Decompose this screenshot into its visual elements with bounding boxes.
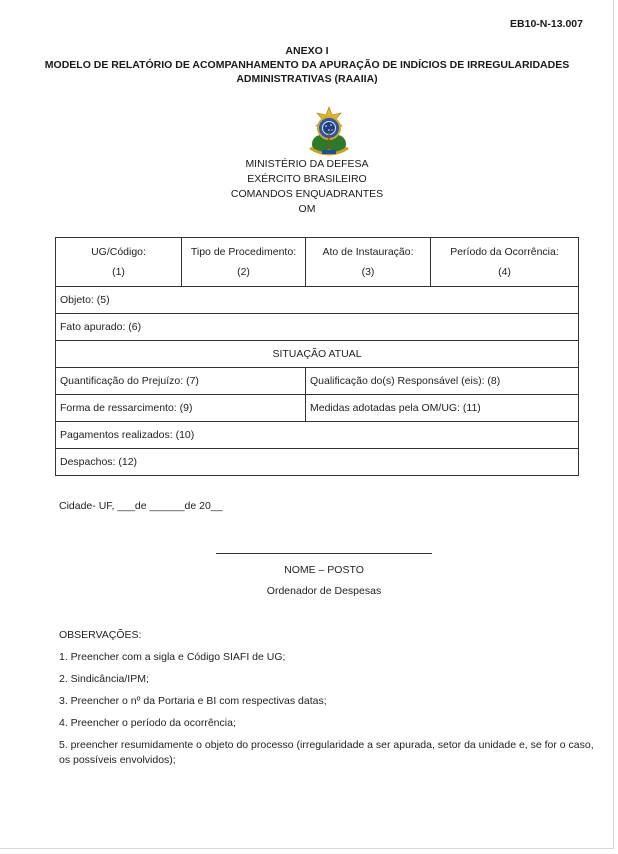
document-heading [0,44,614,86]
org-om: OM [298,203,316,215]
coat-of-arms-emblem [304,104,354,156]
table-row-fato [56,314,579,341]
observation-item: 5. preencher resumidamente o objeto do processo (irregularidade a ser apurada, setor da unidade e, se for o caso, os possíveis envolvidos); [59,739,594,766]
table-header-row [56,238,579,287]
header-cell-procedure: Tipo de Procedimento: (2) [182,238,306,287]
objeto-cell: Objeto: (5) [56,287,579,314]
organization-block [0,157,614,217]
city-date-line: Cidade- UF, ___de ______de 20__ [59,500,223,512]
despachos-cell: Despachos: (12) [56,449,579,476]
document-code: EB10-N-13.007 [510,18,583,30]
pagamentos-cell: Pagamentos realizados: (10) [56,422,579,449]
qualificacao-cell: Qualificação do(s) Responsável (eis): (8) [306,368,579,395]
ressarcimento-cell: Forma de ressarcimento: (9) [56,395,306,422]
org-commands: COMANDOS ENQUADRANTES [230,188,384,200]
report-form-table [55,237,579,476]
title-line-1: MODELO DE RELATÓRIO DE ACOMPANHAMENTO DA APURAÇÃO DE INDÍCIOS DE IRREGULARIDADES [44,59,570,71]
table-row-despachos [56,449,579,476]
observation-item: 1. Preencher com a sigla e Código SIAFI de UG; [59,651,286,663]
observation-item: 2. Sindicância/IPM; [59,673,149,685]
table-row-quantificacao [56,368,579,395]
header-cell-ug: UG/Código: (1) [56,238,182,287]
annex-label: ANEXO I [285,45,329,57]
title-line-2: ADMINISTRATIVAS (RAAIIA) [236,73,378,85]
observations-block [59,628,595,776]
table-row-pagamentos [56,422,579,449]
org-ministry: MINISTÉRIO DA DEFESA [245,158,369,170]
table-row-objeto [56,287,579,314]
header-cell-act: Ato de Instauração: (3) [306,238,431,287]
org-army: EXÉRCITO BRASILEIRO [247,173,367,185]
observations-title: OBSERVAÇÕES: [59,629,142,641]
fato-cell: Fato apurado: (6) [56,314,579,341]
signature-line [216,553,432,554]
header-cell-period: Período da Ocorrência: (4) [431,238,579,287]
signature-role: Ordenador de Despesas [266,585,382,597]
table-row-ressarcimento [56,395,579,422]
observation-item: 4. Preencher o período da ocorrência; [59,717,236,729]
signature-name: NOME – POSTO [284,564,364,576]
situacao-cell: SITUAÇÃO ATUAL [56,341,579,368]
quantificacao-cell: Quantificação do Prejuízo: (7) [56,368,306,395]
observation-item: 3. Preencher o nº da Portaria e BI com respectivas datas; [59,695,327,707]
table-row-situacao [56,341,579,368]
medidas-cell: Medidas adotadas pela OM/UG: (11) [306,395,579,422]
